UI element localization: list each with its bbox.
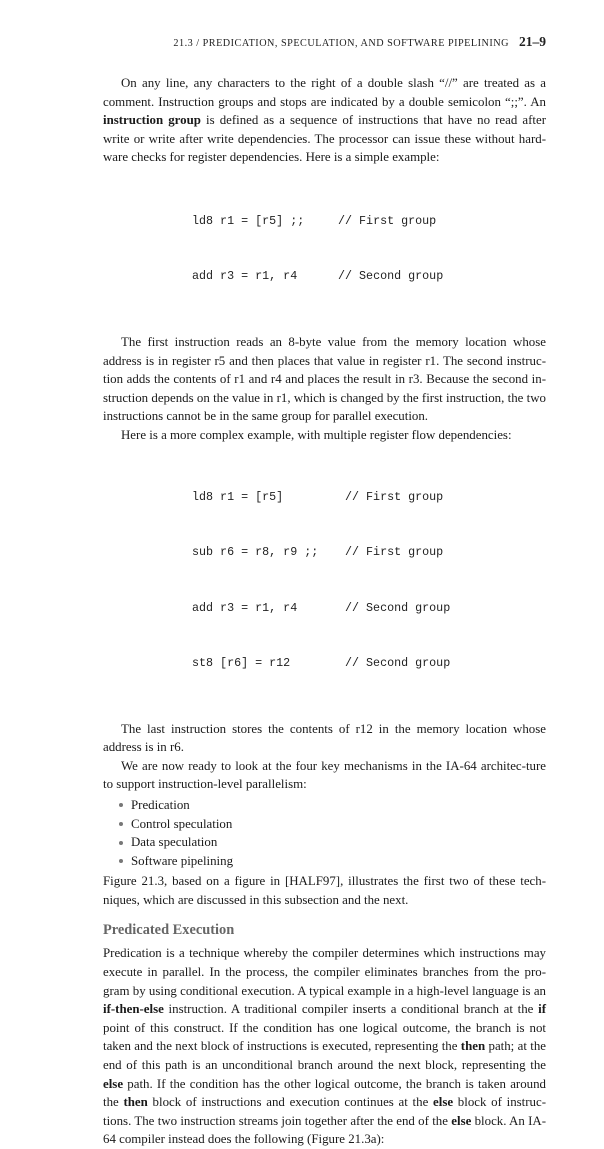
running-header [103,34,546,56]
code-line: sub r6 = r8, r9 ;; // First group [192,545,444,560]
code-line: st8 [r6] = r12 // Second group [192,656,451,671]
paragraph-last-instruction: The last instruction stores the contents of r12 in the memory location whose address is in r6. [103,721,546,755]
paragraph-comments-groups: On any line, any characters to the right of a double slash “//” are treated as a comment. Instruction groups and stops are indicated by a double semicolon “;;”. An instruction group is defined as a sequence of instructions that have no read after write or write after write dependencies. The processor can issue these without hard-ware checks for register dependencies. Here is a simple example: [103,76,546,165]
code-line: add r3 = r1, r4 // Second group [192,269,444,284]
list-item: Software pipelining [119,852,546,871]
list-item: Predication [119,796,546,815]
code-line: ld8 r1 = [r5] // First group [192,489,444,504]
paragraph-complex-example-intro: Here is a more complex example, with multiple register flow dependencies: [121,427,512,442]
code-example-simple [192,175,546,323]
mechanism-list [103,796,546,870]
code-line: ld8 r1 = [r5] ;; // First group [192,213,437,228]
paragraph-figure-reference: Figure 21.3, based on a figure in [HALF97], illustrates the first two of these tech-niques, which are discussed in this subsection and the next. [103,874,546,907]
paragraph-key-mechanisms: We are now ready to look at the four key mechanisms in the IA-64 architec-ture to support instruction-level parallelism: [103,758,546,792]
paragraph-predication: Predication is a technique whereby the compiler determines which instructions may execute in parallel. In the process, the compiler eliminates branches from the pro-gram by using conditional execution. A typical example in a high-level language is an if-then-else instruction. A traditional compiler inserts a conditional branch at the if point of this construct. If the condition has one logical outcome, the branch is not taken and the next block of instructions is executed, representing the then path; at the end of this path is an unconditional branch around the next block, representing the else path. If the condition has the other logical outcome, the branch is taken around the then block of instructions and execution continues at the else block of instruc-tions. The two instruction streams join together after the end of the else block. An IA-64 compiler instead does the following (Figure 21.3a): [103,946,547,1147]
code-line: add r3 = r1, r4 // Second group [192,600,451,615]
list-item: Data speculation [119,833,546,852]
code-example-complex [192,451,546,710]
header-section-title: 21.3 / PREDICATION, SPECULATION, AND SOFTWARE PIPELINING [173,38,509,49]
header-page-number: 21–9 [519,34,546,49]
term-instruction-group: instruction group [103,113,201,128]
section-heading: Predicated Execution [103,922,235,939]
document-page [103,34,546,1149]
list-item: Control speculation [119,815,546,834]
paragraph-first-instruction: The first instruction reads an 8-byte value from the memory location whose address is in register r5 and then places that value in register r1. The second instruc-tion adds the contents of r1 and r4 and places the result in r3. Because the second in-struction depends on the value in r1, which is changed by the first instruction, the two instructions cannot be in the same group for parallel execution. [103,334,546,424]
